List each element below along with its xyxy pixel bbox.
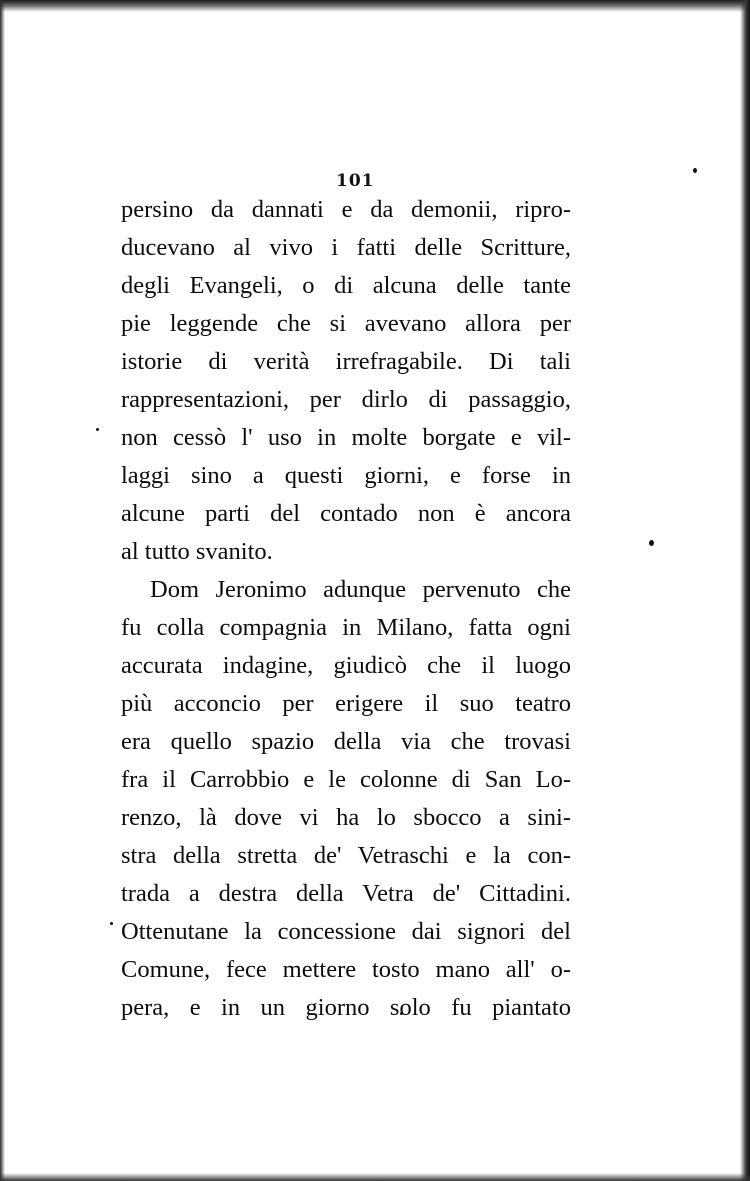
page-number: 101: [336, 171, 375, 191]
text-line: Dom Jeronimo adunque pervenuto che: [150, 576, 571, 603]
body-text: [121, 191, 571, 1027]
text-line: Comune, fece mettere tosto mano all' o-: [121, 956, 571, 983]
text-line: renzo, là dove vi ha lo sbocco a sini-: [121, 804, 571, 831]
text-line: laggi sino a questi giorni, e forse in: [121, 462, 571, 489]
scan-speck: [649, 540, 654, 546]
text-line: Ottenutane la concessione dai signori del: [121, 918, 571, 945]
text-line: fu colla compagnia in Milano, fatta ogni: [121, 614, 571, 641]
text-line: al tutto svanito.: [121, 538, 273, 565]
text-line: ducevano al vivo i fatti delle Scritture,: [121, 234, 571, 261]
text-line: più acconcio per erigere il suo teatro: [121, 690, 571, 717]
text-line: non cessò l' uso in molte borgate e vil-: [121, 424, 571, 451]
scan-border-top: [0, 0, 750, 12]
text-line: degli Evangeli, o di alcuna delle tante: [121, 272, 571, 299]
scan-border-right: [740, 0, 750, 1181]
scan-border-left: [0, 0, 5, 1181]
text-line: trada a destra della Vetra de' Cittadini.: [121, 880, 571, 907]
text-line: rappresentazioni, per dirlo di passaggio,: [121, 386, 571, 413]
scan-speck: [110, 922, 113, 925]
text-line: pera, e in un giorno solo fu piantato: [121, 994, 571, 1021]
text-line: stra della stretta de' Vetraschi e la con-: [121, 842, 571, 869]
scan-speck: [693, 168, 697, 173]
text-line: istorie di verità irrefragabile. Di tali: [121, 348, 571, 375]
text-line: era quello spazio della via che trovasi: [121, 728, 571, 755]
scan-speck: [96, 428, 99, 431]
scan-border-bottom: [0, 1173, 750, 1181]
text-line: fra il Carrobbio e le colonne di San Lo-: [121, 766, 571, 793]
text-line: persino da dannati e da demonii, ripro-: [121, 196, 571, 223]
text-line: alcune parti del contado non è ancora: [121, 500, 571, 527]
text-line: accurata indagine, giudicò che il luogo: [121, 652, 571, 679]
text-line: pie leggende che si avevano allora per: [121, 310, 571, 337]
